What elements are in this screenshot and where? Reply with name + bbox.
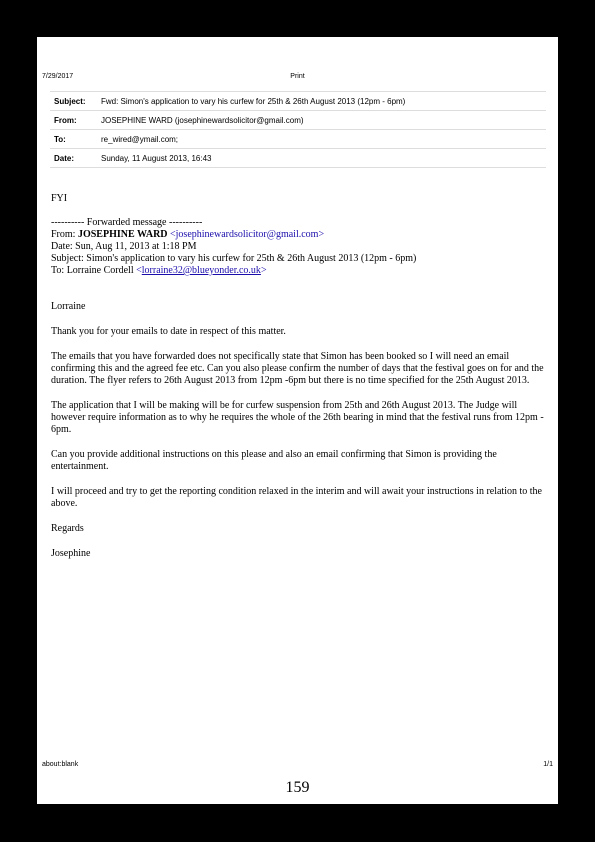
forwarded-to-close: > [260, 265, 267, 276]
forwarded-to-prefix: To: Lorraine Cordell [51, 265, 137, 276]
footer-page-count: 1/1 [543, 761, 553, 768]
paragraph-1: Thank you for your emails to date in respect of this matter. [51, 326, 286, 337]
subject-label: Subject: [50, 92, 101, 111]
to-value: re_wired@ymail.com; [101, 130, 546, 149]
from-label: From: [50, 111, 101, 130]
regards: Regards [51, 523, 84, 534]
print-date: 7/29/2017 [42, 73, 74, 80]
date-label: Date: [50, 149, 101, 168]
paragraph-5: I will proceed and try to get the reporting condition relaxed in the interim and will await your instructions in relation to the above. [51, 486, 542, 509]
forwarded-header: ---------- Forwarded message ---------- [51, 217, 203, 228]
paragraph-2: The emails that you have forwarded does not specifically state that Simon has been booked so I will need an email confirming this and the agreed fee etc. Can you also please confirm the number of days that the festival goes on for and the duration. The flyer refers to 26th August 2013 from 12pm -6pm but there is no time specified for the 25th August 2013. [51, 351, 544, 386]
paragraph-4: Can you provide additional instructions on this please and also an email confirming that Simon is providing the entertainment. [51, 449, 497, 472]
from-value: JOSEPHINE WARD (josephinewardsolicitor@gmail.com) [101, 111, 546, 130]
subject-value: Fwd: Simon's application to vary his curfew for 25th & 26th August 2013 (12pm - 6pm) [101, 92, 546, 111]
forwarded-to-email-link[interactable]: lorraine32@blueyonder.co.uk [141, 265, 261, 276]
date-row [50, 149, 546, 168]
to-row [50, 130, 546, 149]
forwarded-to [51, 265, 551, 277]
to-label: To: [50, 130, 101, 149]
footer-url: about:blank [42, 761, 79, 768]
email-body [51, 193, 551, 560]
email-meta-table [50, 91, 546, 168]
forwarded-subject: Subject: Simon's application to vary his curfew for 25th & 26th August 2013 (12pm - 6pm) [51, 253, 417, 264]
printed-page [37, 37, 558, 804]
forwarded-from-name: JOSEPHINE WARD [77, 229, 168, 240]
forwarded-date: Date: Sun, Aug 11, 2013 at 1:18 PM [51, 241, 197, 252]
page-number: 159 [285, 779, 310, 796]
fyi-text: FYI [51, 193, 68, 204]
from-row [50, 111, 546, 130]
date-value: Sunday, 11 August 2013, 16:43 [101, 149, 546, 168]
forwarded-from [51, 229, 551, 241]
forwarded-to-open: < [136, 265, 142, 276]
signature: Josephine [51, 548, 91, 559]
paragraph-3: The application that I will be making will be for curfew suspension from 25th and 26th August 2013. The Judge will however require information as to why he requires the whole of the 26th bearing in mind that the festival runs from 12pm - 6pm. [51, 400, 544, 435]
forwarded-from-email-link[interactable]: <josephinewardsolicitor@gmail.com> [170, 229, 325, 240]
forwarded-from-prefix: From: [51, 229, 78, 240]
print-title: Print [290, 73, 305, 80]
subject-row [50, 92, 546, 111]
greeting: Lorraine [51, 301, 86, 312]
